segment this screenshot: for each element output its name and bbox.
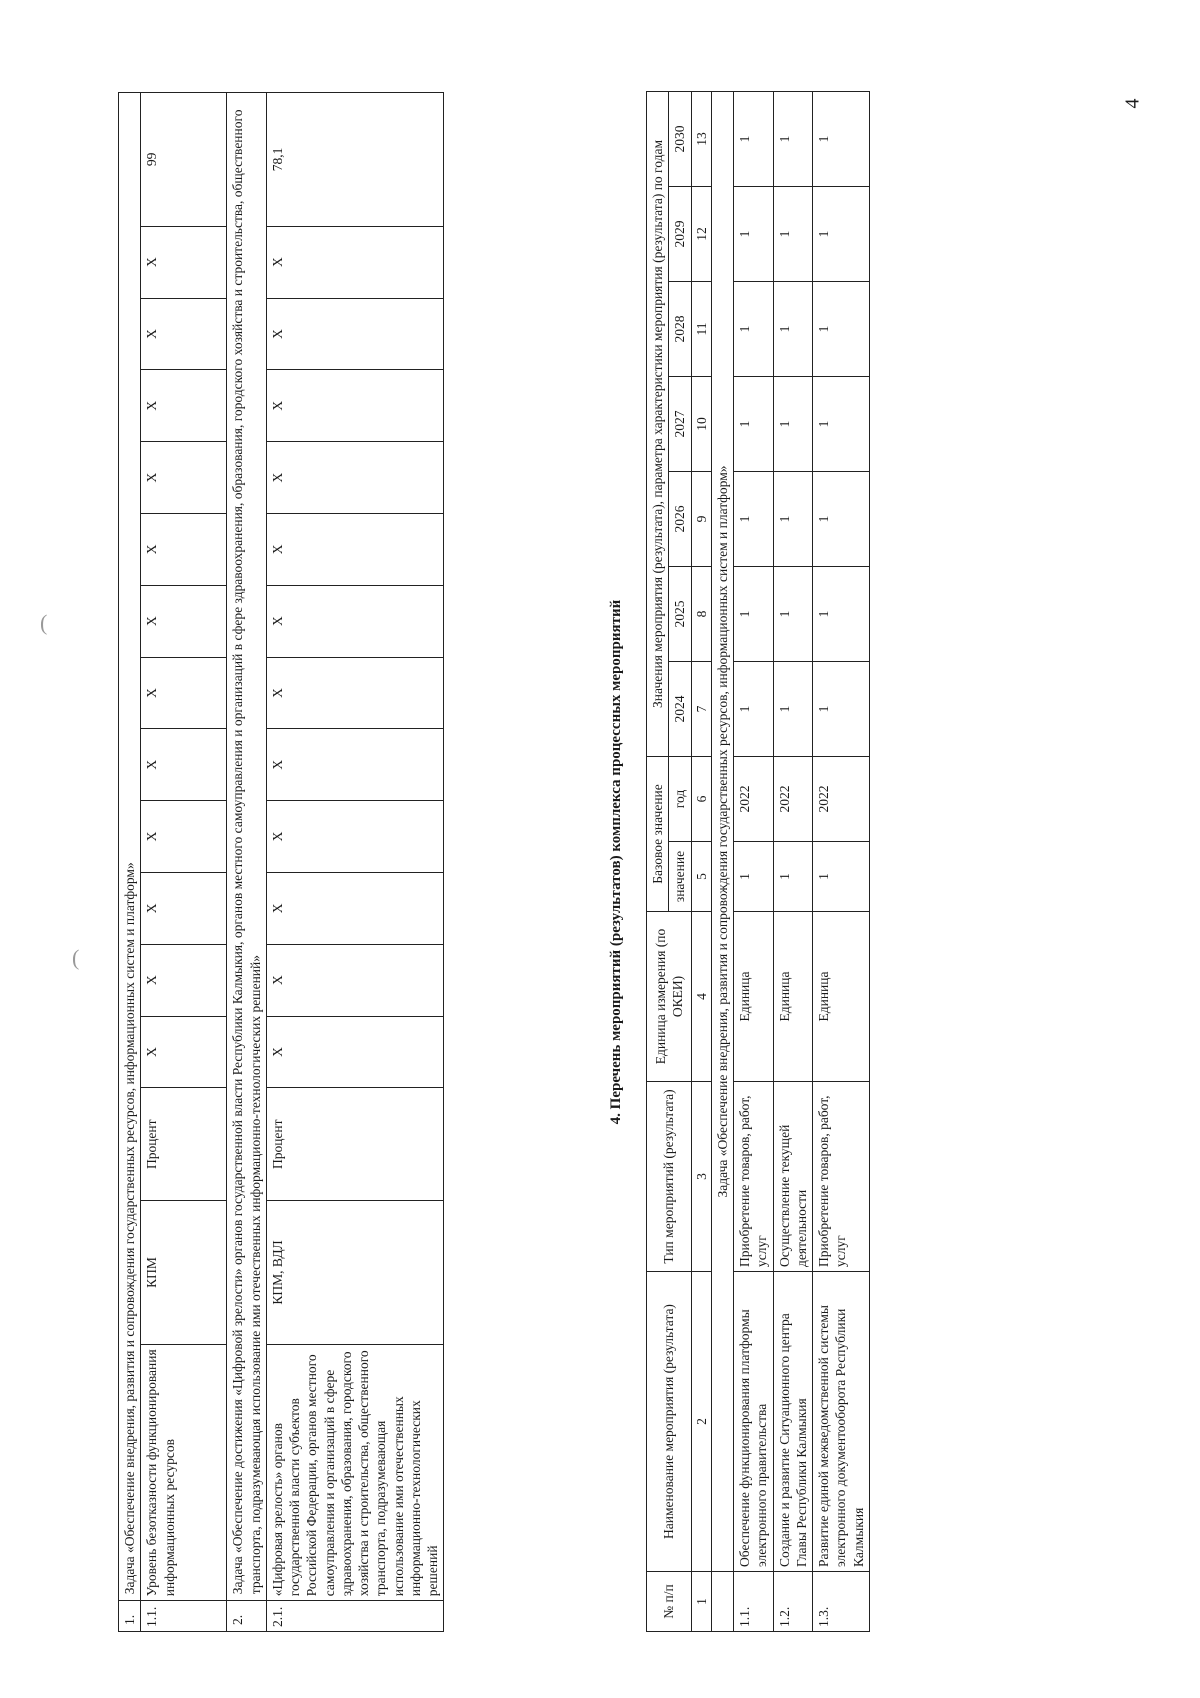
activity-type: Осуществление текущей деятельности — [773, 1082, 813, 1272]
value-cell: X — [266, 513, 444, 585]
value-cell: X — [141, 872, 227, 944]
table-row — [227, 93, 267, 1632]
value-cell: X — [266, 944, 444, 1016]
value-cell: X — [141, 657, 227, 729]
row-number: 1. — [119, 1601, 141, 1632]
header-year: 2024 — [669, 661, 691, 756]
header-base: Базовое значение — [647, 756, 669, 911]
column-index: 4 — [691, 912, 711, 1082]
section-title: 4. Перечень мероприятий (результатов) комплекса процессных мероприятий — [608, 599, 624, 1125]
table-row — [119, 93, 141, 1632]
year-value: 1 — [734, 566, 774, 661]
header-year: 2026 — [669, 471, 691, 566]
year-value: 1 — [773, 91, 813, 186]
activity-unit: Единица — [813, 912, 870, 1082]
table-row — [773, 91, 813, 1631]
year-value: 1 — [813, 376, 870, 471]
year-value: 1 — [813, 186, 870, 281]
value-cell: X — [141, 944, 227, 1016]
header-type: Тип мероприятий (результата) — [647, 1082, 692, 1272]
scan-artifact: ( — [72, 945, 80, 970]
target-value: 99 — [141, 93, 227, 227]
indicator-unit: Процент — [141, 1088, 227, 1201]
year-value: 1 — [734, 471, 774, 566]
value-cell: X — [266, 657, 444, 729]
base-value: 1 — [813, 842, 870, 912]
year-value: 1 — [813, 566, 870, 661]
column-index: 3 — [691, 1082, 711, 1272]
value-cell: X — [266, 442, 444, 514]
year-value: 1 — [734, 281, 774, 376]
activities-table — [646, 91, 870, 1632]
row-number: 2. — [227, 1601, 267, 1632]
table-row — [734, 91, 774, 1631]
header-name: Наименование мероприятия (результата) — [647, 1272, 692, 1572]
activity-name: Развитие единой межведомственной системы электронного документооборота Республики Калмыкия — [813, 1272, 870, 1572]
base-year: 2022 — [773, 756, 813, 841]
header-year: 2029 — [669, 186, 691, 281]
indicator-name: Уровень безотказности функционирования информационных ресурсов — [141, 1344, 227, 1600]
header-unit: Единица измерения (по ОКЕИ) — [647, 912, 692, 1082]
column-index-row — [691, 91, 711, 1631]
header-row — [647, 91, 669, 1631]
activity-name: Создание и развитие Ситуационного центра Главы Республики Калмыкия — [773, 1272, 813, 1572]
page-number: 4 — [1121, 98, 1144, 109]
header-base-year: год — [669, 756, 691, 841]
value-cell: X — [141, 226, 227, 298]
value-cell: X — [266, 801, 444, 873]
value-cell: X — [141, 298, 227, 370]
indicators-table — [118, 92, 444, 1632]
value-cell: X — [266, 872, 444, 944]
activity-type: Приобретение товаров, работ, услуг — [813, 1082, 870, 1272]
value-cell: X — [266, 298, 444, 370]
activity-unit: Единица — [773, 912, 813, 1082]
task-text: Задача «Обеспечение внедрения, развития и сопровождения государственных ресурсов, информационных систем и платформ» — [711, 91, 733, 1571]
column-index: 1 — [691, 1572, 711, 1632]
year-value: 1 — [773, 186, 813, 281]
row-number: 1.2. — [773, 1572, 813, 1632]
indicator-level: КПМ — [141, 1201, 227, 1345]
value-cell: X — [266, 729, 444, 801]
value-cell: X — [141, 370, 227, 442]
value-cell: X — [266, 370, 444, 442]
column-index: 7 — [691, 661, 711, 756]
table-row — [266, 93, 444, 1632]
row-number: 1.1. — [141, 1601, 227, 1632]
column-index: 2 — [691, 1272, 711, 1572]
column-index: 5 — [691, 842, 711, 912]
column-index: 13 — [691, 91, 711, 186]
year-value: 1 — [734, 186, 774, 281]
year-value: 1 — [813, 91, 870, 186]
year-value: 1 — [773, 661, 813, 756]
activity-type: Приобретение товаров, работ, услуг — [734, 1082, 774, 1272]
table-row — [141, 93, 227, 1632]
column-index: 9 — [691, 471, 711, 566]
year-value: 1 — [734, 91, 774, 186]
value-cell: X — [141, 513, 227, 585]
header-year: 2028 — [669, 281, 691, 376]
task-text: Задача «Обеспечение достижения «Цифровой зрелости» органов государственной власти Республики Калмыкия, органов местного самоуправления и организаций в сфере здравоохранения, образования, городского хозяйства и строительства, общественного транспорта, подразумевающая использование ими отечественных информационно-технологических решений» — [227, 93, 267, 1601]
activity-name: Обеспечение функционирования платформы электронного правительства — [734, 1272, 774, 1572]
header-year: 2025 — [669, 566, 691, 661]
year-value: 1 — [773, 566, 813, 661]
column-index: 8 — [691, 566, 711, 661]
row-number: 1.3. — [813, 1572, 870, 1632]
year-value: 1 — [773, 471, 813, 566]
value-cell: X — [266, 585, 444, 657]
header-year: 2027 — [669, 376, 691, 471]
year-value: 1 — [813, 281, 870, 376]
target-value: 78,1 — [266, 93, 444, 227]
value-cell: X — [266, 226, 444, 298]
base-year: 2022 — [734, 756, 774, 841]
activity-unit: Единица — [734, 912, 774, 1082]
scan-artifact: ( — [40, 610, 48, 635]
header-num: № п/п — [647, 1572, 692, 1632]
header-year: 2030 — [669, 91, 691, 186]
base-value: 1 — [734, 842, 774, 912]
indicator-name: «Цифровая зрелость» органов государственной власти субъектов Российской Федерации, органов местного самоуправления и организаций в сфере здравоохранения, образования, городского хозяйства и строительства, общественного транспорта, подразумевающая использование ими отечественных информационно-технологических решений — [266, 1344, 444, 1600]
task-row — [711, 91, 733, 1631]
value-cell: X — [141, 442, 227, 514]
year-value: 1 — [813, 471, 870, 566]
year-value: 1 — [734, 661, 774, 756]
year-value: 1 — [813, 661, 870, 756]
value-cell: X — [141, 585, 227, 657]
year-value: 1 — [734, 376, 774, 471]
year-value: 1 — [773, 281, 813, 376]
value-cell: X — [266, 1016, 444, 1088]
rotated-page — [118, 92, 1103, 1632]
row-number: 1.1. — [734, 1572, 774, 1632]
base-year: 2022 — [813, 756, 870, 841]
column-index: 6 — [691, 756, 711, 841]
year-value: 1 — [773, 376, 813, 471]
row-number: 2.1. — [266, 1601, 444, 1632]
task-text: Задача «Обеспечение внедрения, развития и сопровождения государственных ресурсов, информационных систем и платформ» — [119, 93, 141, 1601]
column-index: 12 — [691, 186, 711, 281]
header-values-by-year: Значения мероприятия (результата), параметра характеристики мероприятия (результата) по годам — [647, 91, 669, 756]
value-cell: X — [141, 729, 227, 801]
indicator-level: КПМ, ВДЛ — [266, 1201, 444, 1345]
base-value: 1 — [773, 842, 813, 912]
value-cell: X — [141, 1016, 227, 1088]
header-base-value: значение — [669, 842, 691, 912]
table-row — [813, 91, 870, 1631]
indicator-unit: Процент — [266, 1088, 444, 1201]
column-index: 10 — [691, 376, 711, 471]
value-cell: X — [141, 801, 227, 873]
column-index: 11 — [691, 281, 711, 376]
